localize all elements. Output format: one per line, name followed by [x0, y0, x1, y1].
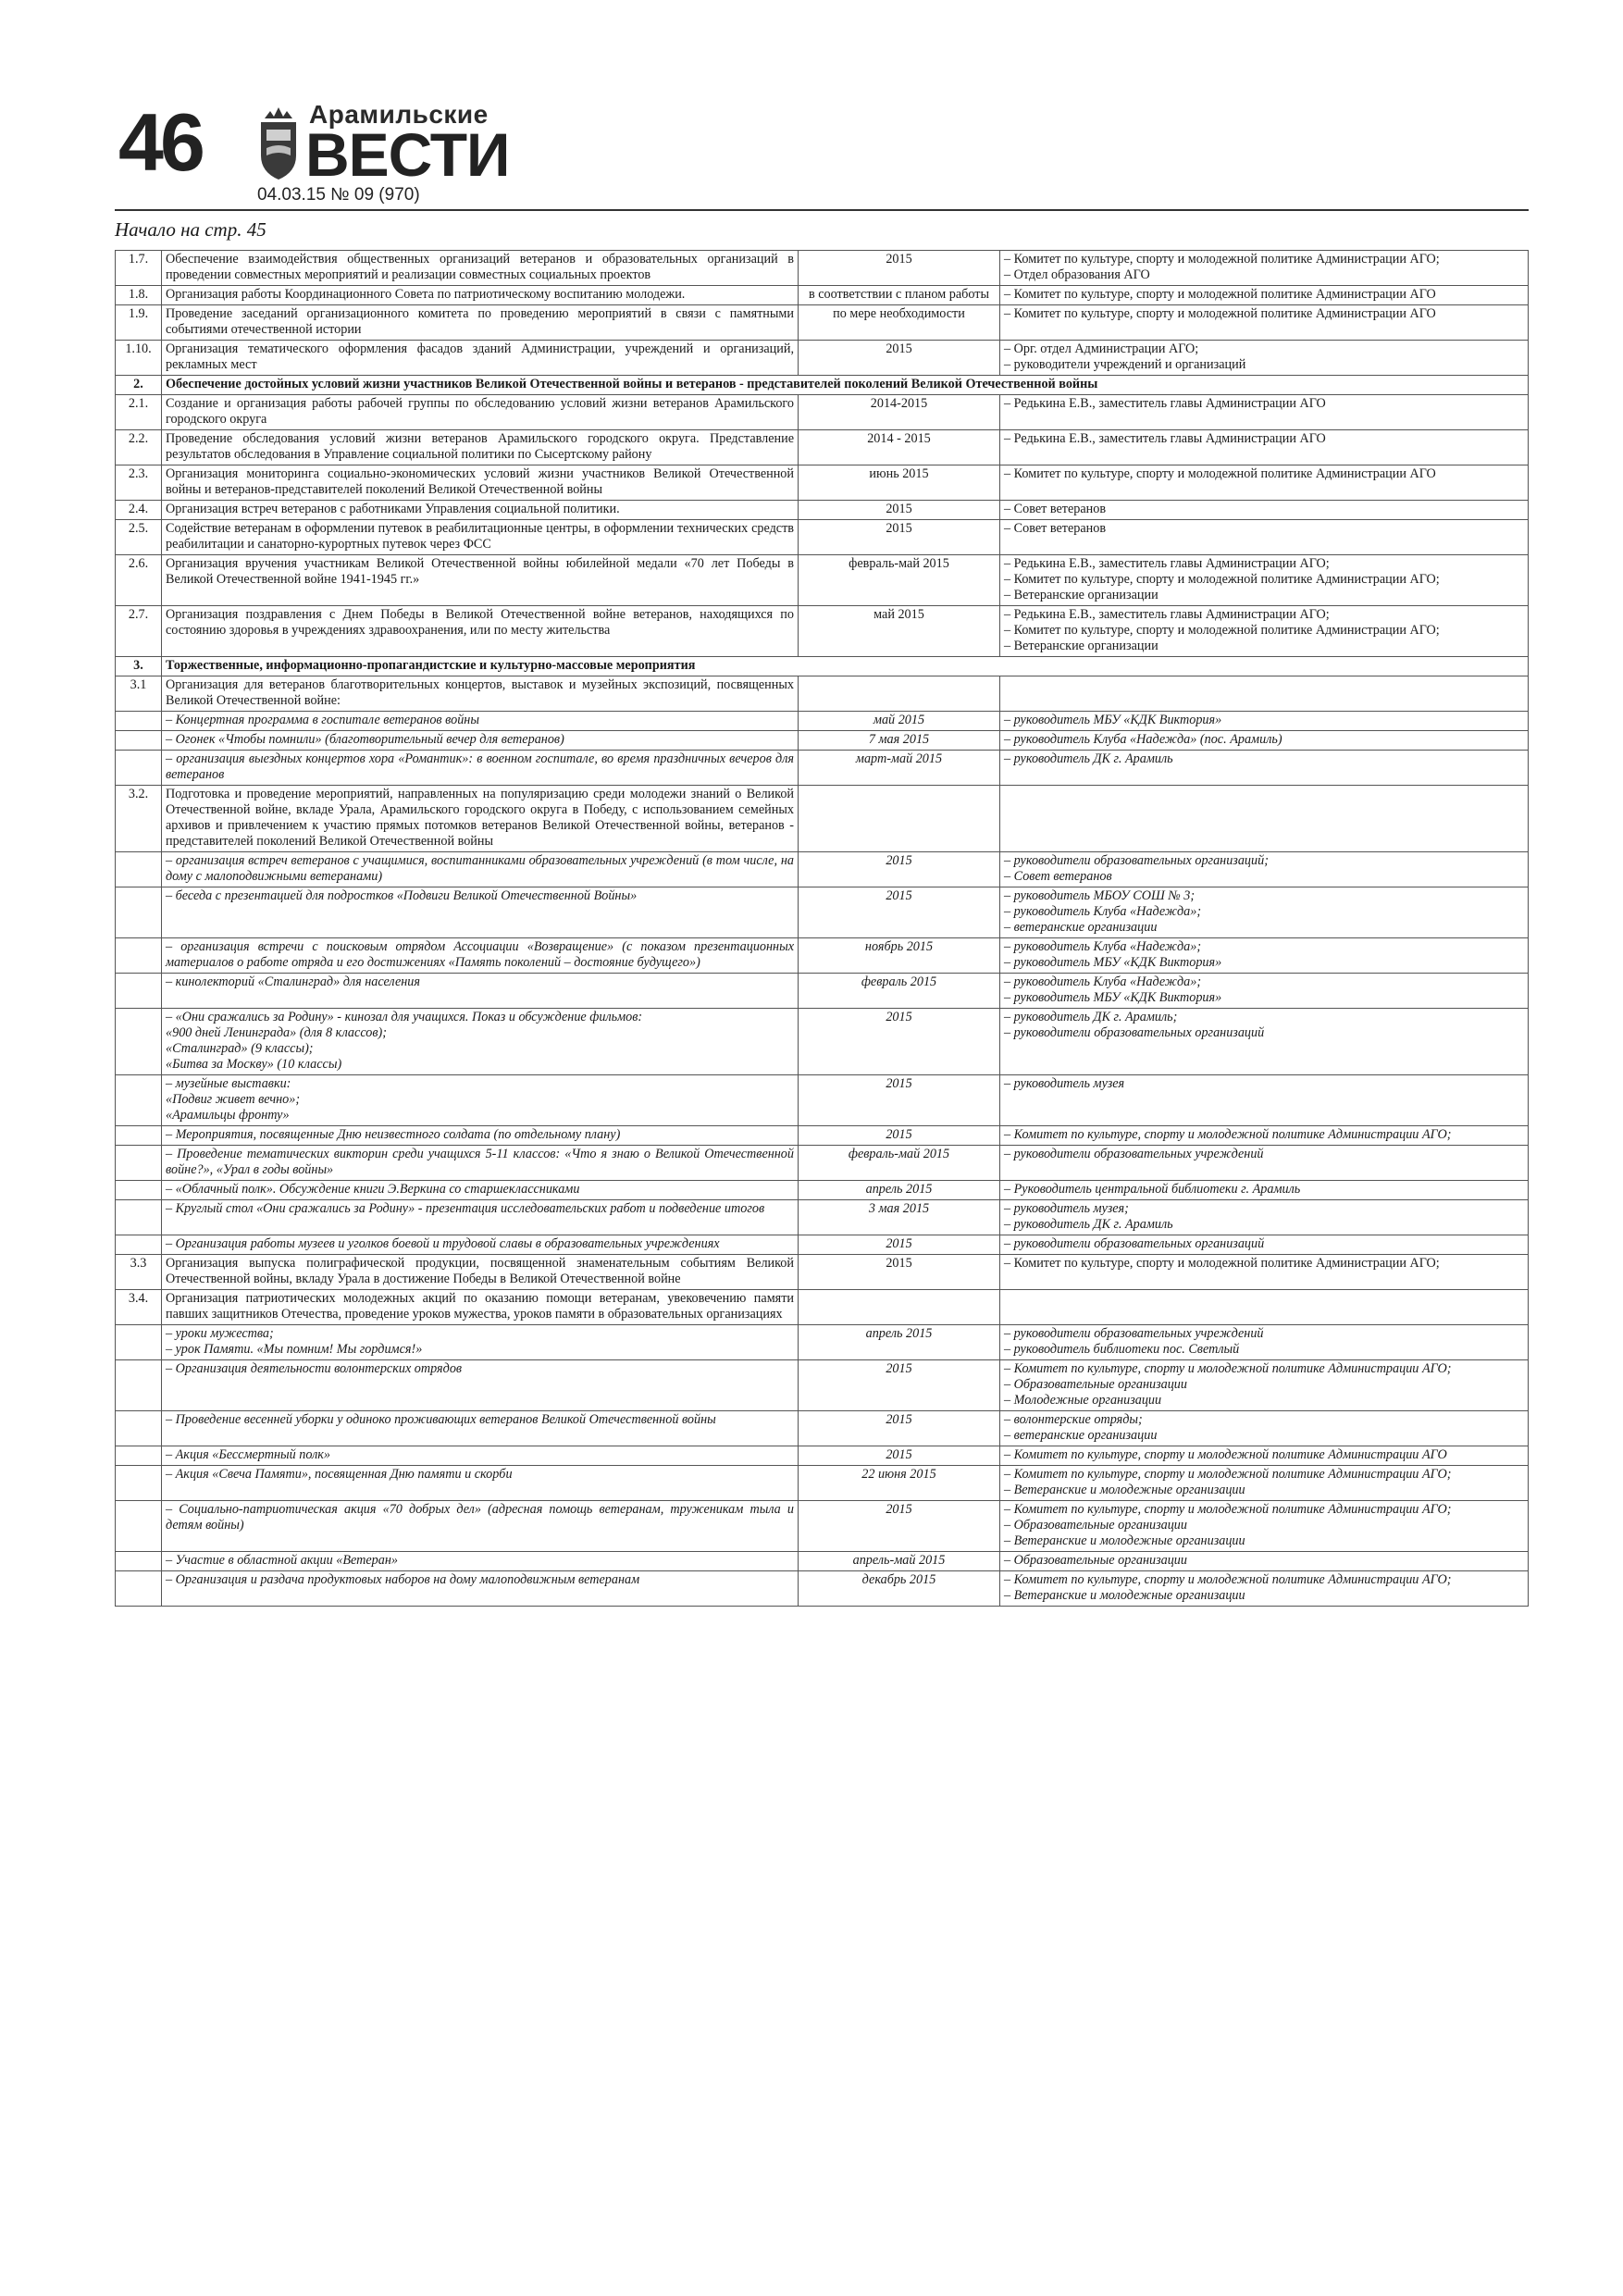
item-date: 2015: [799, 887, 1000, 938]
plan-row: [116, 1446, 1529, 1466]
events-plan-body: [116, 251, 1529, 1607]
desc-line: – «Они сражались за Родину» - кинозал для учащихся. Показ и обсуждение фильмов:: [166, 1010, 643, 1024]
item-responsible: [1000, 676, 1529, 712]
desc-line: – Акция «Бессмертный полк»: [166, 1447, 330, 1462]
item-responsible: [1000, 1075, 1529, 1126]
responsible-line: – Комитет по культуре, спорту и молодежной политике Администрации АГО;: [1004, 1502, 1452, 1517]
responsible-line: – Орг. отдел Администрации АГО;: [1004, 341, 1199, 356]
responsible-line: – Образовательные организации: [1004, 1553, 1187, 1568]
item-description: [162, 1446, 799, 1466]
item-date: февраль 2015: [799, 974, 1000, 1009]
plan-row: [116, 555, 1529, 606]
item-responsible: [1000, 1571, 1529, 1607]
item-date: апрель-май 2015: [799, 1552, 1000, 1571]
item-number: 3.2.: [116, 786, 162, 852]
plan-row: [116, 341, 1529, 376]
plan-row: [116, 1126, 1529, 1146]
responsible-line: – Комитет по культуре, спорту и молодежной политике Администрации АГО;: [1004, 623, 1440, 638]
plan-row: [116, 1200, 1529, 1235]
item-date: 2015: [799, 1255, 1000, 1290]
item-date: 2015: [799, 1501, 1000, 1552]
item-date: [799, 1290, 1000, 1325]
item-description: [162, 1360, 799, 1411]
item-description: [162, 1009, 799, 1075]
brand-title: ВЕСТИ: [305, 120, 510, 189]
item-responsible: [1000, 731, 1529, 751]
item-date: 2014-2015: [799, 395, 1000, 430]
responsible-line: – руководители учреждений и организаций: [1004, 357, 1246, 372]
responsible-line: – Редькина Е.В., заместитель главы Администрации АГО: [1004, 396, 1326, 411]
plan-row: [116, 1501, 1529, 1552]
item-date: 2015: [799, 852, 1000, 887]
item-responsible: [1000, 1325, 1529, 1360]
item-description: [162, 1255, 799, 1290]
responsible-line: – Совет ветеранов: [1004, 502, 1107, 516]
responsible-line: – Образовательные организации: [1004, 1377, 1187, 1392]
continuation-note: Начало на стр. 45: [115, 218, 266, 241]
item-number: 1.9.: [116, 305, 162, 341]
item-number: [116, 1325, 162, 1360]
desc-line: Организация патриотических молодежных акций по оказанию помощи ветеранам, увековечению памяти павших защитников Отечества, проведение уроков мужества, уроков памяти в образовательных организациях: [166, 1291, 794, 1322]
item-description: [162, 465, 799, 501]
item-description: [162, 1075, 799, 1126]
item-date: 2014 - 2015: [799, 430, 1000, 465]
desc-line: «Сталинград» (9 классы);: [166, 1041, 314, 1056]
plan-row: [116, 305, 1529, 341]
item-description: [162, 938, 799, 974]
responsible-line: – Комитет по культуре, спорту и молодежной политике Администрации АГО;: [1004, 1361, 1452, 1376]
desc-line: – Концертная программа в госпитале ветеранов войны: [166, 713, 479, 727]
item-description: [162, 1552, 799, 1571]
item-number: [116, 731, 162, 751]
item-date: февраль-май 2015: [799, 1146, 1000, 1181]
item-responsible: [1000, 395, 1529, 430]
item-date: по мере необходимости: [799, 305, 1000, 341]
item-date: апрель 2015: [799, 1181, 1000, 1200]
responsible-line: – Комитет по культуре, спорту и молодежной политике Администрации АГО: [1004, 306, 1436, 321]
responsible-line: – Совет ветеранов: [1004, 869, 1112, 884]
masthead: [118, 96, 1525, 207]
responsible-line: – Молодежные организации: [1004, 1393, 1162, 1408]
item-date: 2015: [799, 251, 1000, 286]
plan-row: [116, 501, 1529, 520]
desc-line: Проведение обследования условий жизни ветеранов Арамильского городского округа. Представление результатов обследования в Управление социальной политики по Сысертскому району: [166, 431, 794, 462]
responsible-line: – руководители образовательных учреждений: [1004, 1147, 1264, 1161]
responsible-line: – Ветеранские организации: [1004, 588, 1158, 602]
item-number: 2.5.: [116, 520, 162, 555]
item-number: [116, 751, 162, 786]
item-responsible: [1000, 341, 1529, 376]
item-date: 2015: [799, 1235, 1000, 1255]
desc-line: Организация вручения участникам Великой Отечественной войны юбилейной медали «70 лет Победы в Великой Отечественной войне 1941-1945 гг.»: [166, 556, 794, 587]
item-number: [116, 1360, 162, 1411]
item-responsible: [1000, 938, 1529, 974]
desc-line: Организация тематического оформления фасадов зданий Администрации, учреждений и организаций, рекламных мест: [166, 341, 794, 372]
item-number: [116, 1235, 162, 1255]
responsible-line: – Отдел образования АГО: [1004, 267, 1150, 282]
item-date: декабрь 2015: [799, 1571, 1000, 1607]
item-description: [162, 305, 799, 341]
responsible-line: – руководитель Клуба «Надежда» (пос. Арамиль): [1004, 732, 1282, 747]
item-description: [162, 1290, 799, 1325]
responsible-line: – Ветеранские и молодежные организации: [1004, 1588, 1245, 1603]
item-date: 2015: [799, 1411, 1000, 1446]
item-number: 2.4.: [116, 501, 162, 520]
responsible-line: – руководитель ДК г. Арамиль: [1004, 1217, 1173, 1232]
desc-line: – Организация деятельности волонтерских отрядов: [166, 1361, 463, 1376]
plan-row: [116, 1360, 1529, 1411]
item-responsible: [1000, 1255, 1529, 1290]
desc-line: Организация поздравления с Днем Победы в Великой Отечественной войне ветеранов, находящихся по состоянию здоровья в учреждениях здравоохранения, или по месту жительства: [166, 607, 794, 638]
desc-line: – организация встречи с поисковым отрядом Ассоциации «Возвращение» (с показом презентационных материалов о работе отряда и его достижениях «Память поколений – достояние будущего»): [166, 939, 794, 970]
desc-line: – урок Памяти. «Мы помним! Мы гордимся!»: [166, 1342, 423, 1357]
item-description: [162, 1411, 799, 1446]
item-description: [162, 1325, 799, 1360]
responsible-line: – Комитет по культуре, спорту и молодежной политике Администрации АГО;: [1004, 1256, 1440, 1271]
item-description: [162, 1181, 799, 1200]
responsible-line: – руководитель Клуба «Надежда»;: [1004, 974, 1202, 989]
desc-line: «Битва за Москву» (10 классы): [166, 1057, 342, 1072]
item-description: [162, 786, 799, 852]
plan-row: [116, 852, 1529, 887]
item-number: 2.7.: [116, 606, 162, 657]
item-number: 3.4.: [116, 1290, 162, 1325]
item-date: 2015: [799, 1360, 1000, 1411]
desc-line: – Организация работы музеев и уголков боевой и трудовой славы в образовательных учреждениях: [166, 1236, 720, 1251]
desc-line: Организация для ветеранов благотворительных концертов, выставок и музейных экспозиций, посвященных Великой Отечественной войне:: [166, 677, 794, 708]
item-date: 2015: [799, 1009, 1000, 1075]
responsible-line: – руководители образовательных организаций: [1004, 1025, 1265, 1040]
responsible-line: – руководитель МБУ «КДК Виктория»: [1004, 713, 1222, 727]
item-number: 3.: [116, 657, 162, 676]
plan-row: [116, 751, 1529, 786]
item-description: [162, 1571, 799, 1607]
item-responsible: [1000, 786, 1529, 852]
item-number: [116, 1571, 162, 1607]
item-number: [116, 1146, 162, 1181]
desc-line: – Круглый стол «Они сражались за Родину» - презентация исследовательских работ и подведение итогов: [166, 1201, 765, 1216]
responsible-line: – руководитель МБУ «КДК Виктория»: [1004, 955, 1222, 970]
item-number: 3.3: [116, 1255, 162, 1290]
responsible-line: – Комитет по культуре, спорту и молодежной политике Администрации АГО;: [1004, 572, 1440, 587]
item-date: 2015: [799, 1126, 1000, 1146]
desc-line: – Социально-патриотическая акция «70 добрых дел» (адресная помощь ветеранам, труженикам тыла и детям войны): [166, 1502, 794, 1533]
item-number: [116, 938, 162, 974]
plan-row: [116, 1181, 1529, 1200]
responsible-line: – Редькина Е.В., заместитель главы Администрации АГО;: [1004, 556, 1330, 571]
item-number: [116, 1126, 162, 1146]
coat-of-arms-icon: [257, 105, 300, 181]
item-responsible: [1000, 501, 1529, 520]
item-responsible: [1000, 1126, 1529, 1146]
item-number: [116, 712, 162, 731]
responsible-line: – Редькина Е.В., заместитель главы Администрации АГО;: [1004, 607, 1330, 622]
desc-line: – организация встреч ветеранов с учащимися, воспитанниками образовательных учреждений (в том числе, на дому с малоподвижными ветеранами): [166, 853, 794, 884]
item-responsible: [1000, 251, 1529, 286]
desc-line: – уроки мужества;: [166, 1326, 274, 1341]
item-date: 2015: [799, 1075, 1000, 1126]
item-number: 2.2.: [116, 430, 162, 465]
desc-line: Организация встреч ветеранов с работниками Управления социальной политики.: [166, 502, 620, 516]
item-number: [116, 852, 162, 887]
desc-line: Организация мониторинга социально-экономических условий жизни участников Великой Отечественной войны и ветеранов-представителей поколений Великой Отечественной войны: [166, 466, 794, 497]
item-description: [162, 887, 799, 938]
item-number: [116, 1075, 162, 1126]
responsible-line: – Руководитель центральной библиотеки г. Арамиль: [1004, 1182, 1301, 1197]
item-description: [162, 1235, 799, 1255]
desc-line: Содействие ветеранам в оформлении путевок в реабилитационные центры, в оформлении технических средств реабилитации и санаторно-курортных путевок через ФСС: [166, 521, 794, 552]
item-date: 2015: [799, 341, 1000, 376]
plan-row: [116, 712, 1529, 731]
desc-line: «900 дней Ленинграда» (для 8 классов);: [166, 1025, 387, 1040]
item-description: [162, 1200, 799, 1235]
item-date: 22 июня 2015: [799, 1466, 1000, 1501]
plan-row: [116, 1009, 1529, 1075]
desc-line: Подготовка и проведение мероприятий, направленных на популяризацию среди молодежи знаний о Великой Отечественной войне, вкладе Урала, Арамильского городского округа в Победу, с использованием семейных архивов и привлечением к участию прямых потомков ветеранов Великой Отечественной войны, ветеранов - представителей поколений Великой Отечественной войны: [166, 787, 794, 849]
desc-line: – Участие в областной акции «Ветеран»: [166, 1553, 398, 1568]
plan-row: [116, 1146, 1529, 1181]
item-description: [162, 712, 799, 731]
issue-info: 04.03.15 № 09 (970): [257, 185, 420, 205]
item-responsible: [1000, 555, 1529, 606]
responsible-line: – руководитель музея;: [1004, 1201, 1129, 1216]
plan-row: [116, 1290, 1529, 1325]
plan-row: [116, 786, 1529, 852]
item-description: [162, 341, 799, 376]
responsible-line: – Совет ветеранов: [1004, 521, 1107, 536]
item-responsible: [1000, 606, 1529, 657]
item-date: ноябрь 2015: [799, 938, 1000, 974]
item-description: [162, 1466, 799, 1501]
desc-line: – кинолекторий «Сталинград» для населения: [166, 974, 420, 989]
responsible-line: – руководитель Клуба «Надежда»;: [1004, 939, 1202, 954]
responsible-line: – Образовательные организации: [1004, 1518, 1187, 1533]
responsible-line: – руководитель библиотеки пос. Светлый: [1004, 1342, 1240, 1357]
item-description: [162, 852, 799, 887]
responsible-line: – руководители образовательных учреждений: [1004, 1326, 1264, 1341]
item-number: [116, 1552, 162, 1571]
plan-row: [116, 1552, 1529, 1571]
item-responsible: [1000, 1411, 1529, 1446]
desc-line: Создание и организация работы рабочей группы по обследованию условий жизни ветеранов Арамильского городского округа: [166, 396, 794, 427]
item-responsible: [1000, 305, 1529, 341]
item-date: в соответствии с планом работы: [799, 286, 1000, 305]
responsible-line: – Комитет по культуре, спорту и молодежной политике Администрации АГО: [1004, 287, 1436, 302]
item-responsible: [1000, 751, 1529, 786]
item-date: 7 мая 2015: [799, 731, 1000, 751]
desc-line: – Проведение весенней уборки у одиноко проживающих ветеранов Великой Отечественной войны: [166, 1412, 716, 1427]
item-date: май 2015: [799, 606, 1000, 657]
item-responsible: [1000, 1360, 1529, 1411]
responsible-line: – Комитет по культуре, спорту и молодежной политике Администрации АГО: [1004, 1447, 1447, 1462]
item-number: [116, 1501, 162, 1552]
item-number: [116, 1200, 162, 1235]
item-number: [116, 974, 162, 1009]
item-responsible: [1000, 520, 1529, 555]
desc-line: Обеспечение взаимодействия общественных организаций ветеранов и образовательных организаций в проведении совместных мероприятий и реализации совместных социальных проектов: [166, 252, 794, 282]
responsible-line: – волонтерские отряды;: [1004, 1412, 1143, 1427]
section-row: [116, 376, 1529, 395]
item-description: [162, 251, 799, 286]
item-date: февраль-май 2015: [799, 555, 1000, 606]
plan-row: [116, 465, 1529, 501]
item-date: 2015: [799, 1446, 1000, 1466]
item-number: [116, 1411, 162, 1446]
item-responsible: [1000, 1552, 1529, 1571]
item-date: [799, 786, 1000, 852]
plan-row: [116, 395, 1529, 430]
item-description: [162, 501, 799, 520]
item-date: 3 мая 2015: [799, 1200, 1000, 1235]
item-number: 1.10.: [116, 341, 162, 376]
desc-line: – Мероприятия, посвященные Дню неизвестного солдата (по отдельному плану): [166, 1127, 621, 1142]
plan-row: [116, 974, 1529, 1009]
plan-row: [116, 251, 1529, 286]
page-number: 46: [118, 96, 202, 188]
plan-row: [116, 1466, 1529, 1501]
item-description: [162, 430, 799, 465]
responsible-line: – Ветеранские и молодежные организации: [1004, 1533, 1245, 1548]
responsible-line: – Комитет по культуре, спорту и молодежной политике Администрации АГО;: [1004, 1572, 1452, 1587]
plan-row: [116, 606, 1529, 657]
item-responsible: [1000, 1290, 1529, 1325]
desc-line: – Проведение тематических викторин среди учащихся 5-11 классов: «Что я знаю о Великой Отечественной войне?», «Урал в годы войны»: [166, 1147, 794, 1177]
item-date: май 2015: [799, 712, 1000, 731]
responsible-line: – Редькина Е.В., заместитель главы Администрации АГО: [1004, 431, 1326, 446]
responsible-line: – ветеранские организации: [1004, 920, 1158, 935]
item-number: [116, 1446, 162, 1466]
item-date: 2015: [799, 520, 1000, 555]
responsible-line: – Комитет по культуре, спорту и молодежной политике Администрации АГО;: [1004, 1467, 1452, 1482]
item-responsible: [1000, 974, 1529, 1009]
plan-row: [116, 430, 1529, 465]
item-responsible: [1000, 465, 1529, 501]
item-description: [162, 676, 799, 712]
item-description: [162, 1501, 799, 1552]
item-description: [162, 751, 799, 786]
item-responsible: [1000, 887, 1529, 938]
item-responsible: [1000, 1446, 1529, 1466]
responsible-line: – руководитель ДК г. Арамиль;: [1004, 1010, 1178, 1024]
header-rule: [115, 209, 1529, 211]
desc-line: – организация выездных концертов хора «Романтик»: в военном госпитале, во время праздничных вечеров для ветеранов: [166, 751, 794, 782]
desc-line: – беседа с презентацией для подростков «Подвиги Великой Отечественной Войны»: [166, 888, 638, 903]
item-number: [116, 1009, 162, 1075]
desc-line: Организация выпуска полиграфической продукции, посвященной знаменательным событиям Великой Отечественной войны, вкладу Урала в достижение Победы в Великой Отечественной войне: [166, 1256, 794, 1286]
item-number: 2.6.: [116, 555, 162, 606]
item-date: июнь 2015: [799, 465, 1000, 501]
responsible-line: – Комитет по культуре, спорту и молодежной политике Администрации АГО: [1004, 466, 1436, 481]
plan-row: [116, 1411, 1529, 1446]
item-responsible: [1000, 1501, 1529, 1552]
item-date: март-май 2015: [799, 751, 1000, 786]
responsible-line: – руководитель МБУ «КДК Виктория»: [1004, 990, 1222, 1005]
item-number: 3.1: [116, 676, 162, 712]
plan-row: [116, 1075, 1529, 1126]
desc-line: Организация работы Координационного Совета по патриотическому воспитанию молодежи.: [166, 287, 686, 302]
responsible-line: – руководитель Клуба «Надежда»;: [1004, 904, 1202, 919]
desc-line: Проведение заседаний организационного комитета по проведению мероприятий в связи с памятными событиями отечественной истории: [166, 306, 794, 337]
plan-row: [116, 676, 1529, 712]
responsible-line: – руководитель ДК г. Арамиль: [1004, 751, 1173, 766]
item-description: [162, 974, 799, 1009]
desc-line: – Акция «Свеча Памяти», посвященная Дню памяти и скорби: [166, 1467, 513, 1482]
item-description: [162, 1126, 799, 1146]
item-number: [116, 887, 162, 938]
item-description: [162, 520, 799, 555]
plan-row: [116, 938, 1529, 974]
plan-row: [116, 1571, 1529, 1607]
item-number: 2.1.: [116, 395, 162, 430]
section-title: Обеспечение достойных условий жизни участников Великой Отечественной войны и ветеранов - представителей поколений Великой Отечественной войны: [162, 376, 1529, 395]
item-description: [162, 1146, 799, 1181]
desc-line: – Огонек «Чтобы помнили» (благотворительный вечер для ветеранов): [166, 732, 564, 747]
responsible-line: – Ветеранские и молодежные организации: [1004, 1483, 1245, 1497]
item-number: 1.8.: [116, 286, 162, 305]
responsible-line: – ветеранские организации: [1004, 1428, 1158, 1443]
item-responsible: [1000, 1146, 1529, 1181]
item-responsible: [1000, 286, 1529, 305]
responsible-line: – руководители образовательных организаций;: [1004, 853, 1269, 868]
item-responsible: [1000, 1200, 1529, 1235]
desc-line: «Арамильцы фронту»: [166, 1108, 290, 1123]
desc-line: – музейные выставки:: [166, 1076, 291, 1091]
events-plan-table: [115, 250, 1529, 1607]
item-description: [162, 395, 799, 430]
responsible-line: – руководитель МБОУ СОШ № 3;: [1004, 888, 1196, 903]
plan-row: [116, 731, 1529, 751]
responsible-line: – руководитель музея: [1004, 1076, 1125, 1091]
item-description: [162, 606, 799, 657]
item-description: [162, 286, 799, 305]
item-number: 2.: [116, 376, 162, 395]
item-responsible: [1000, 852, 1529, 887]
item-number: [116, 1181, 162, 1200]
plan-row: [116, 286, 1529, 305]
item-date: 2015: [799, 501, 1000, 520]
desc-line: – «Облачный полк». Обсуждение книги Э.Веркина со старшеклассниками: [166, 1182, 580, 1197]
item-responsible: [1000, 1181, 1529, 1200]
section-row: [116, 657, 1529, 676]
item-description: [162, 555, 799, 606]
item-number: 2.3.: [116, 465, 162, 501]
item-number: [116, 1466, 162, 1501]
item-number: 1.7.: [116, 251, 162, 286]
item-responsible: [1000, 1235, 1529, 1255]
item-date: апрель 2015: [799, 1325, 1000, 1360]
brand-subtitle: Арамильские: [309, 100, 489, 129]
desc-line: – Организация и раздача продуктовых наборов на дому малоподвижным ветеранам: [166, 1572, 640, 1587]
desc-line: «Подвиг живет вечно»;: [166, 1092, 301, 1107]
responsible-line: – Ветеранские организации: [1004, 639, 1158, 653]
plan-row: [116, 1235, 1529, 1255]
plan-row: [116, 520, 1529, 555]
item-responsible: [1000, 430, 1529, 465]
item-description: [162, 731, 799, 751]
item-date: [799, 676, 1000, 712]
item-responsible: [1000, 1009, 1529, 1075]
responsible-line: – Комитет по культуре, спорту и молодежной политике Администрации АГО;: [1004, 252, 1440, 267]
item-responsible: [1000, 712, 1529, 731]
item-responsible: [1000, 1466, 1529, 1501]
section-title: Торжественные, информационно-пропагандистские и культурно-массовые мероприятия: [162, 657, 1529, 676]
responsible-line: – руководители образовательных организаций: [1004, 1236, 1265, 1251]
plan-row: [116, 1325, 1529, 1360]
plan-row: [116, 887, 1529, 938]
responsible-line: – Комитет по культуре, спорту и молодежной политике Администрации АГО;: [1004, 1127, 1452, 1142]
plan-row: [116, 1255, 1529, 1290]
